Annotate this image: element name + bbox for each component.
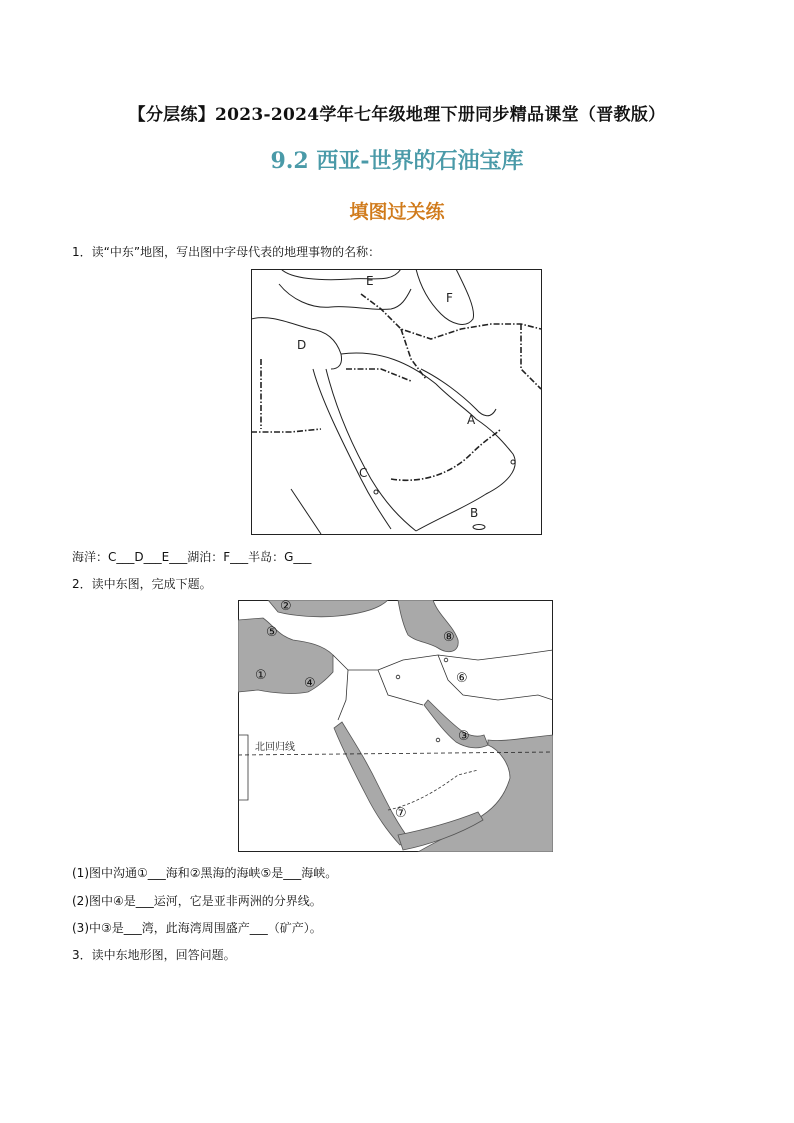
section-subtitle: 填图过关练 — [349, 201, 445, 223]
map2-label-8: ⑧ — [443, 630, 455, 645]
map2-label-1: ① — [255, 668, 267, 683]
map2-label-2: ② — [280, 600, 292, 614]
tropic-of-cancer-label: 北回归线 — [255, 742, 295, 753]
worksheet-header: 【分层练】2023-2024学年七年级地理下册同步精品课堂（晋教版） — [128, 105, 666, 125]
map1-label-B: B — [470, 506, 479, 520]
lesson-title: 9.2 西亚-世界的石油宝库 — [270, 148, 524, 174]
map1-label-C: C — [359, 466, 368, 480]
question-3-prompt: 3．读中东地形图，回答问题。 — [72, 948, 236, 962]
map1-label-E: E — [366, 274, 374, 288]
map1-label-A: A — [467, 413, 476, 427]
map1-label-F: F — [446, 291, 453, 305]
question-2-sub-1: (1)图中沟通①___海和②黑海的海峡⑤是___海峡。 — [72, 866, 338, 880]
map1-label-D: D — [297, 338, 307, 352]
question-1-prompt: 1．读“中东”地图，写出图中字母代表的地理事物的名称： — [72, 245, 381, 259]
question-2-prompt: 2．读中东图，完成下题。 — [72, 577, 212, 591]
map2-label-4: ④ — [304, 676, 316, 691]
middle-east-map-2 — [238, 600, 553, 852]
map2-label-5: ⑤ — [266, 625, 278, 640]
map2-label-7: ⑦ — [395, 806, 407, 821]
question-1-fill-in: 海洋：C___D___E___湖泊：F___半岛：G___ — [72, 550, 312, 564]
map2-label-6: ⑥ — [456, 671, 468, 686]
question-2-sub-3: (3)中③是___湾，此海湾周围盛产___（矿产）。 — [72, 921, 322, 935]
middle-east-map-1 — [251, 269, 542, 535]
question-2-sub-2: (2)图中④是___运河，它是亚非两洲的分界线。 — [72, 894, 322, 908]
map2-label-3: ③ — [458, 729, 470, 744]
